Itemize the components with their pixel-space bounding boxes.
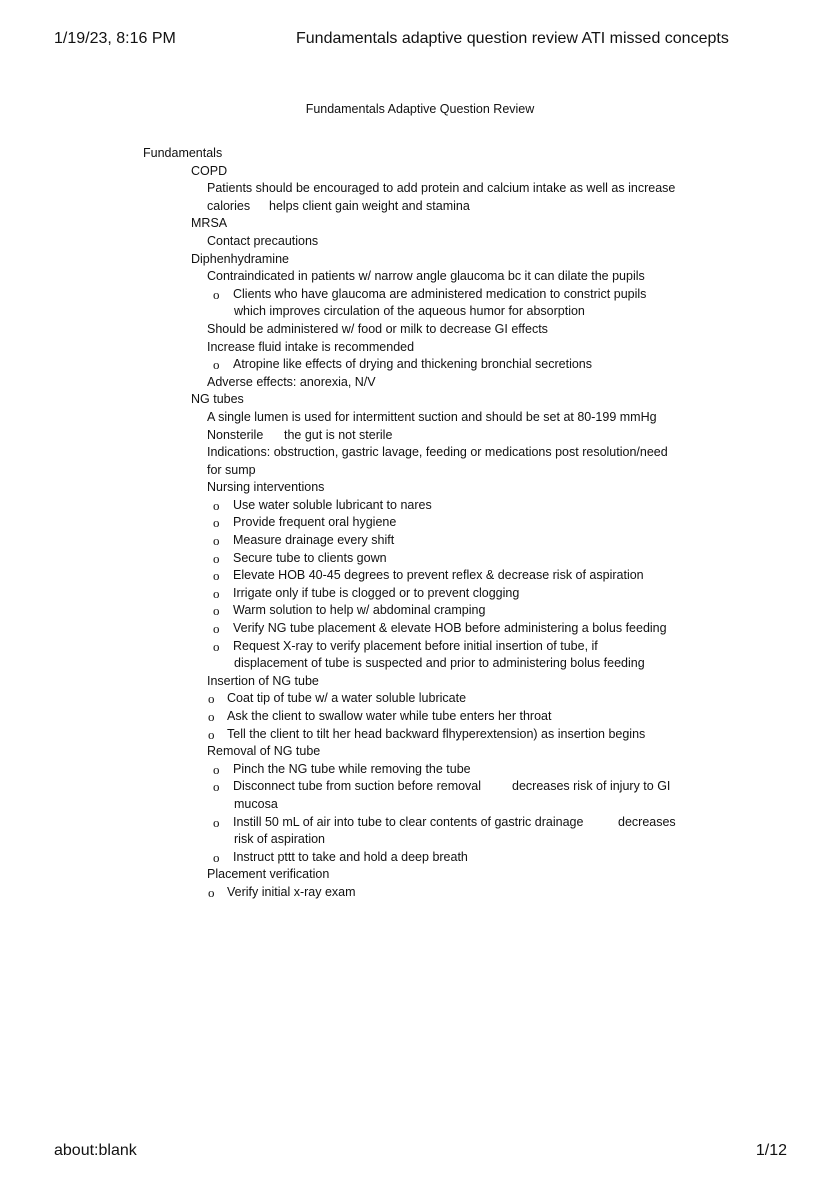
bullet-item — [0, 708, 840, 726]
line-text: NG tubes — [191, 392, 244, 407]
outline-line — [0, 866, 840, 884]
print-url: about:blank — [54, 1142, 137, 1159]
line-text: Verify initial x-ray exam — [227, 884, 356, 899]
bullet-item — [0, 514, 840, 532]
bullet-marker: o — [213, 814, 220, 830]
print-timestamp: 1/19/23, 8:16 PM — [54, 30, 176, 47]
bullet-item — [0, 884, 840, 902]
outline-line — [0, 462, 840, 480]
bullet-marker: o — [213, 621, 220, 637]
line-text: Removal of NG tube — [207, 744, 321, 759]
line-text: COPD — [191, 163, 228, 178]
bullet-marker: o — [213, 603, 220, 619]
line-text-continuation: decreases — [618, 814, 676, 829]
line-text: Coat tip of tube w/ a water soluble lubricate — [227, 691, 467, 706]
line-text: which improves circulation of the aqueous humor for absorption — [234, 304, 585, 319]
bullet-marker: o — [208, 709, 215, 724]
line-text: Fundamentals — [143, 146, 223, 160]
line-text: displacement of tube is suspected and prior to administering bolus feeding — [234, 656, 645, 671]
bullet-marker: o — [208, 726, 215, 742]
bullet-item — [0, 849, 840, 867]
line-text: Contraindicated in patients w/ narrow angle glaucoma bc it can dilate the pupils — [207, 269, 645, 284]
outline-line — [0, 479, 840, 497]
line-text: Instill 50 mL of air into tube to clear contents of gastric drainage — [233, 814, 584, 829]
bullet-marker: o — [213, 761, 220, 777]
line-text: Secure tube to clients gown — [233, 550, 387, 565]
outline-line — [0, 198, 840, 216]
line-text: Nursing interventions — [207, 480, 325, 495]
line-text: Ask the client to swallow water while tube enters her throat — [227, 709, 552, 723]
bullet-marker: o — [213, 550, 220, 566]
line-text: Clients who have glaucoma are administered medication to constrict pupils — [233, 286, 647, 301]
outline-line — [0, 374, 840, 392]
bullet-item — [0, 620, 840, 638]
bullet-marker: o — [213, 533, 220, 549]
line-text-continuation: decreases risk of injury to GI — [512, 779, 671, 794]
outline-line — [0, 180, 840, 198]
line-text: risk of aspiration — [234, 832, 326, 847]
print-page-number: 1/12 — [755, 1142, 787, 1159]
line-text: Diphenhydramine — [191, 251, 289, 266]
bullet-item — [0, 726, 840, 744]
bullet-item — [0, 286, 840, 304]
line-text: Request X-ray to verify placement before initial insertion of tube, if — [233, 638, 598, 653]
outline-line — [0, 673, 840, 691]
line-text: Should be administered w/ food or milk to decrease GI effects — [207, 321, 548, 336]
outline-line — [0, 655, 840, 673]
bullet-item — [0, 356, 840, 374]
outline-line — [0, 145, 840, 163]
bullet-item — [0, 532, 840, 550]
bullet-item — [0, 497, 840, 515]
line-text-continuation: helps client gain weight and stamina — [269, 198, 470, 213]
line-text: MRSA — [191, 216, 228, 231]
document-body — [0, 145, 840, 902]
line-text: A single lumen is used for intermittent suction and should be set at 80-199 mmHg — [207, 409, 657, 424]
bullet-item — [0, 602, 840, 620]
outline-line — [0, 339, 840, 357]
bullet-item — [0, 761, 840, 779]
document-title: Fundamentals Adaptive Question Review — [305, 102, 535, 116]
line-text: Disconnect tube from suction before removal — [233, 779, 482, 794]
line-text: Patients should be encouraged to add protein and calcium intake as well as increase — [207, 181, 676, 196]
outline-line — [0, 268, 840, 286]
line-text-continuation: the gut is not sterile — [284, 427, 393, 442]
line-text: Measure drainage every shift — [233, 533, 395, 548]
outline-line — [0, 233, 840, 251]
bullet-item — [0, 585, 840, 603]
outline-line — [0, 321, 840, 339]
line-text: Increase fluid intake is recommended — [207, 339, 415, 354]
line-text: Use water soluble lubricant to nares — [233, 497, 432, 512]
line-text: Verify NG tube placement & elevate HOB before administering a bolus feeding — [233, 621, 667, 636]
bullet-item — [0, 814, 840, 832]
bullet-item — [0, 690, 840, 708]
outline-line — [0, 743, 840, 761]
bullet-item — [0, 567, 840, 585]
bullet-item — [0, 778, 840, 796]
outline-line — [0, 427, 840, 445]
line-text: Adverse effects: anorexia, N/V — [207, 374, 376, 389]
outline-line — [0, 444, 840, 462]
bullet-marker: o — [213, 286, 220, 302]
line-text: Tell the client to tilt her head backward flhyperextension) as insertion begins — [227, 726, 646, 741]
line-text: Indications: obstruction, gastric lavage, feeding or medications post resolution/need — [207, 445, 668, 460]
bullet-marker: o — [213, 568, 220, 584]
outline-line — [0, 409, 840, 427]
line-text: Provide frequent oral hygiene — [233, 515, 397, 530]
bullet-marker: o — [208, 691, 215, 707]
outline-line — [0, 215, 840, 233]
line-text: for sump — [207, 462, 256, 477]
outline-line — [0, 831, 840, 849]
line-text: Placement verification — [207, 867, 330, 882]
line-text: Insertion of NG tube — [207, 673, 319, 688]
line-text: Atropine like effects of drying and thickening bronchial secretions — [233, 357, 593, 372]
bullet-marker: o — [208, 884, 215, 900]
line-text: Nonsterile — [207, 427, 264, 442]
bullet-marker: o — [213, 515, 220, 531]
bullet-item — [0, 550, 840, 568]
line-text: Irrigate only if tube is clogged or to prevent clogging — [233, 585, 520, 600]
line-text: calories — [207, 198, 251, 213]
print-page-title: Fundamentals adaptive question review ATI missed concepts — [296, 30, 729, 47]
outline-line — [0, 163, 840, 181]
outline-line — [0, 303, 840, 321]
bullet-marker: o — [213, 357, 220, 373]
outline-line — [0, 391, 840, 409]
line-text: Pinch the NG tube while removing the tube — [233, 761, 471, 776]
outline-line — [0, 796, 840, 814]
bullet-marker: o — [213, 638, 220, 654]
line-text: Instruct pttt to take and hold a deep breath — [233, 849, 468, 864]
line-text: mucosa — [234, 796, 278, 811]
bullet-marker: o — [213, 585, 220, 601]
bullet-marker: o — [213, 497, 220, 513]
bullet-item — [0, 638, 840, 656]
bullet-marker: o — [213, 849, 220, 865]
line-text: Elevate HOB 40-45 degrees to prevent reflex & decrease risk of aspiration — [233, 568, 644, 583]
outline-line — [0, 251, 840, 269]
line-text: Warm solution to help w/ abdominal cramping — [233, 603, 486, 618]
line-text: Contact precautions — [207, 233, 319, 248]
bullet-marker: o — [213, 779, 220, 795]
